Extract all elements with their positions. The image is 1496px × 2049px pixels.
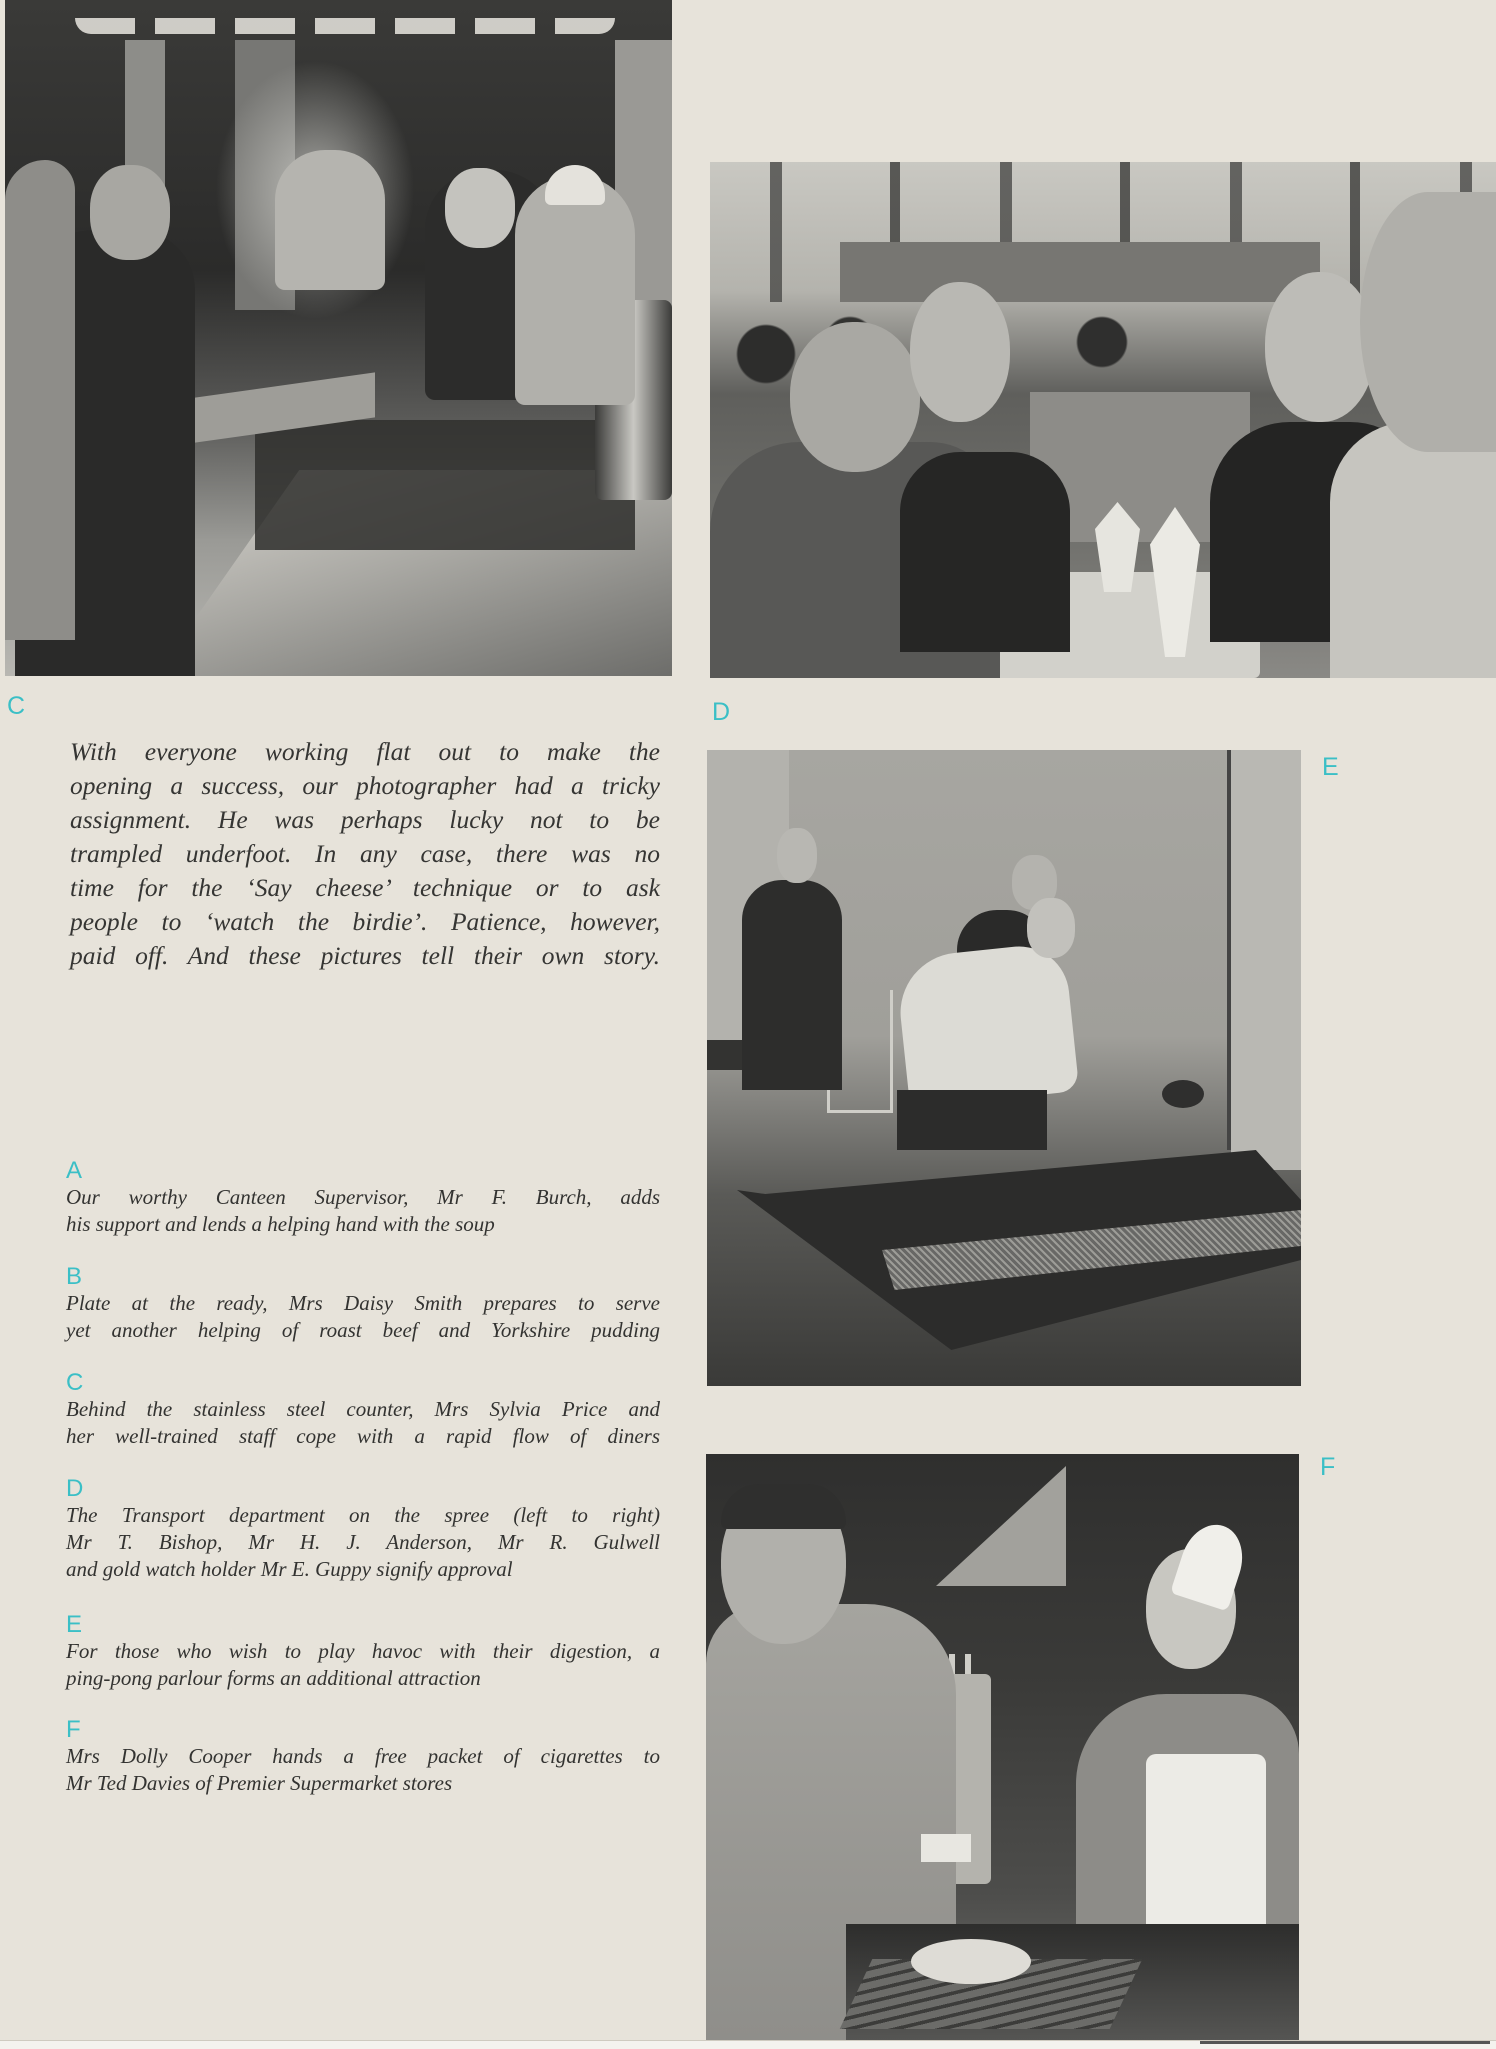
page-edge-ink [1200, 2041, 1490, 2044]
intro-line: trampled underfoot. In any case, there was no [70, 839, 660, 868]
caption-line: Mr Ted Davies of Premier Supermarket stores [66, 1771, 453, 1795]
intro-line: opening a success, our photographer had a tricky [70, 771, 660, 800]
caption-line: ping-pong parlour forms an additional attraction [66, 1666, 481, 1690]
photo-d-transport-department [710, 162, 1496, 678]
intro-line: paid off. And these pictures tell their own story. [70, 941, 660, 970]
photo-label-f: F [1320, 1453, 1336, 1481]
caption-label: D [66, 1475, 84, 1502]
photo-label-d: D [712, 698, 731, 726]
caption-line: Behind the stainless steel counter, Mrs Sylvia Price and [66, 1397, 660, 1421]
caption-line: and gold watch holder Mr E. Guppy signify approval [66, 1557, 513, 1581]
caption-line: yet another helping of roast beef and Yorkshire pudding [66, 1318, 660, 1342]
caption-line: Plate at the ready, Mrs Daisy Smith prepares to serve [66, 1291, 660, 1315]
caption-b [66, 1264, 660, 1344]
caption-label: E [66, 1611, 83, 1638]
photo-e-ping-pong [707, 750, 1301, 1386]
caption-line: his support and lends a helping hand with the soup [66, 1212, 495, 1236]
caption-label: B [66, 1263, 83, 1290]
caption-line: Mrs Dolly Cooper hands a free packet of cigarettes to [66, 1744, 660, 1768]
caption-label: C [66, 1369, 84, 1396]
caption-line: For those who wish to play havoc with their digestion, a [66, 1639, 660, 1663]
caption-a [66, 1158, 660, 1238]
caption-line: Mr T. Bishop, Mr H. J. Anderson, Mr R. Gulwell [66, 1530, 660, 1554]
caption-line: The Transport department on the spree (left to right) [66, 1503, 660, 1527]
caption-line: Our worthy Canteen Supervisor, Mr F. Burch, adds [66, 1185, 660, 1209]
caption-label: A [66, 1157, 83, 1184]
caption-label: F [66, 1716, 81, 1743]
caption-d [66, 1476, 660, 1583]
intro-line: time for the ‘Say cheese’ technique or to ask [70, 873, 660, 902]
caption-e [66, 1612, 660, 1692]
caption-f [66, 1717, 660, 1797]
intro-paragraph [70, 735, 660, 973]
photo-label-c: C [7, 692, 26, 720]
intro-line: With everyone working flat out to make the [70, 737, 660, 766]
caption-c [66, 1370, 660, 1450]
photo-f-cigarette-counter [706, 1454, 1299, 2040]
photo-c-canteen-counter [5, 0, 672, 676]
photo-label-e: E [1322, 753, 1339, 781]
caption-line: her well-trained staff cope with a rapid flow of diners [66, 1424, 660, 1448]
intro-line: people to ‘watch the birdie’. Patience, however, [70, 907, 660, 936]
intro-line: assignment. He was perhaps lucky not to be [70, 805, 660, 834]
